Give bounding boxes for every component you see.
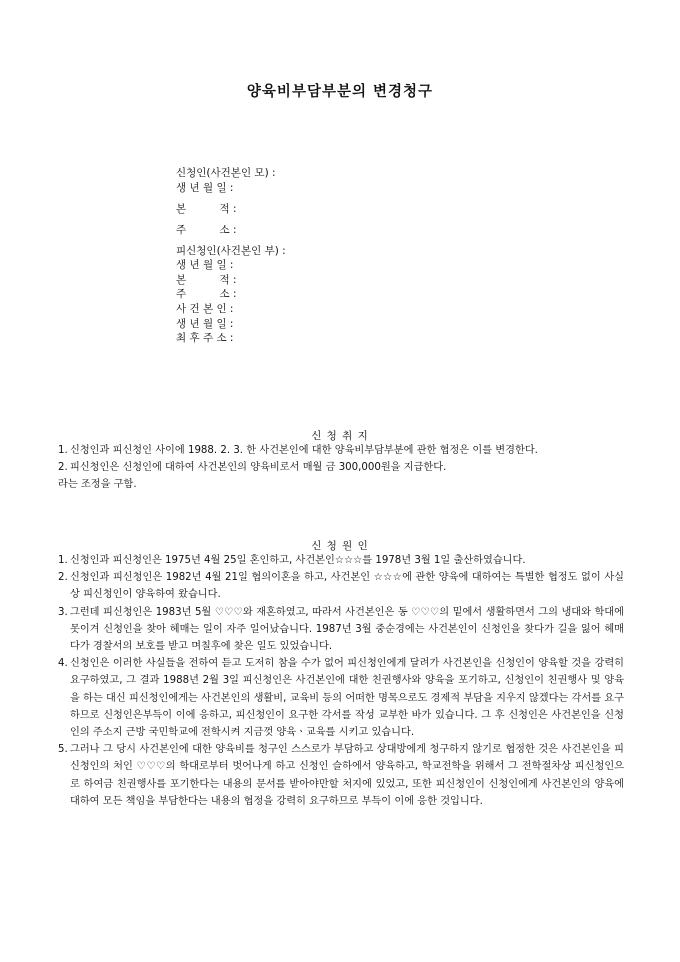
item-text: 피신청인은 신청인에 대하여 사건본인의 양육비로서 매월 금 300,000원을 지급한다. [70, 462, 447, 474]
item-number: 2. [58, 462, 68, 474]
reason-item [58, 569, 624, 603]
applicant-heading: 신청인(사건본인 모) : [176, 167, 276, 179]
item-text: 신청인과 피신청인은 1982년 4월 21일 협의이혼을 하고, 사건본인 ☆☆☆에 관한 양육에 대하여는 특별한 협정도 없이 사실상 피신청인이 양육하여 왔습니다. [70, 572, 624, 601]
reasons-section [58, 552, 624, 810]
respondent-address: 주 소 : [176, 288, 237, 301]
item-number: 1. [58, 555, 68, 566]
item-number: 2. [58, 572, 68, 584]
child-last-address: 최 후 주 소 : [176, 332, 234, 345]
document-title: 양육비부담부분의 변경청구 [246, 83, 434, 100]
item-number: 5. [58, 744, 68, 756]
item-text: 신청인은 이러한 사실들을 전하여 듣고 도저히 참을 수가 없어 피신청인에게 달려가 사건본인을 신청인이 양육할 것을 강력히 요구하였고, 그 결과 1988년 2월 3일 피신청인은 사건본인에 대한 친권행사와 양육을 포기하고, 신청인이 친권행사 및 양육을 하는 대신 피신청인에게는 사건본인의 생활비, 교육비 등의 어떠한 명목으로도 경제적 부담을 지우지 않겠다는 각서를 요구하므로 신청인은부득이 이에 응하고, 피신청인이 요구한 각서를 작성 교부한 바가 있습니다. 그 후 신청인은 사건본인을 신청인의 주소지 근방 국민학교에 전학시켜 지금껏 양육ㆍ교육를 시키고 있습니다. [70, 658, 624, 739]
respondent-domicile: 본 적 : [176, 273, 237, 286]
reasons-heading: 신 청 원 인 [311, 540, 369, 552]
applicant-address: 주 소 : [176, 223, 237, 236]
reason-item [58, 655, 624, 741]
applicant-birthdate: 생 년 월 일 : [176, 181, 234, 194]
party-info-block [176, 166, 286, 346]
item-number: 4. [58, 658, 68, 670]
purpose-heading: 신 청 취 지 [311, 430, 369, 442]
item-text: 신청인과 피신청인은 1975년 4월 25일 혼인하고, 사건본인☆☆☆를 1978년 3월 1일 출산하였습니다. [70, 555, 526, 566]
item-text: 그러나 그 당시 사건본인에 대한 양육비를 청구인 스스로가 부담하고 상대방에게 청구하지 않기로 협정한 것은 사건본인을 피신청인의 처인 ♡♡♡의 학대로부터 벗어나게 하고 신청인 슬하에서 양육하고, 학교전학을 위해서 그 전학절차상 피신청인으로 하여금 친권행사를 포기한다는 내용의 문서를 받아야만할 처지에 있었고, 또한 피신청인이 신청인에게 사건본인의 양육에 대하여 모든 책임을 부담한다는 내용의 협정을 강력히 요구하므로 부득이 이에 응한 것입니다. [70, 744, 624, 807]
child-birthdate: 생 년 월 일 : [176, 317, 234, 330]
item-number: 1. [58, 445, 68, 456]
item-number: 3. [58, 606, 68, 618]
child-heading: 사 건 본 인 : [176, 302, 234, 315]
item-text: 신청인과 피신청인 사이에 1988. 2. 3. 한 사건본인에 대한 양육비부담부분에 관한 협정은 이를 변경한다. [70, 445, 538, 456]
reason-item [58, 604, 624, 656]
item-text: 그런데 피신청인은 1983년 5월 ♡♡♡와 재혼하였고, 따라서 사건본인은 동 ♡♡♡의 밑에서 생활하면서 그의 냉대와 학대에 못이겨 신청인을 찾아 헤매는 일이 자주 일어났습니다. 1987년 3월 중순경에는 사건본인이 신청인을 찾다가 길을 잃어 헤매다가 경찰서의 보호를 받고 며칠후에 찾은 일도 있었습니다. [70, 606, 624, 653]
purpose-closing: 라는 조정을 구함. [58, 479, 137, 491]
applicant-domicile: 본 적 : [176, 202, 237, 215]
reason-item [58, 741, 624, 810]
reason-item [58, 552, 624, 569]
respondent-heading: 피신청인(사건본인 부) : [176, 244, 286, 257]
respondent-birthdate: 생 년 월 일 : [176, 259, 234, 272]
purpose-item [58, 459, 624, 476]
purpose-section [58, 442, 624, 494]
purpose-item [58, 442, 624, 459]
